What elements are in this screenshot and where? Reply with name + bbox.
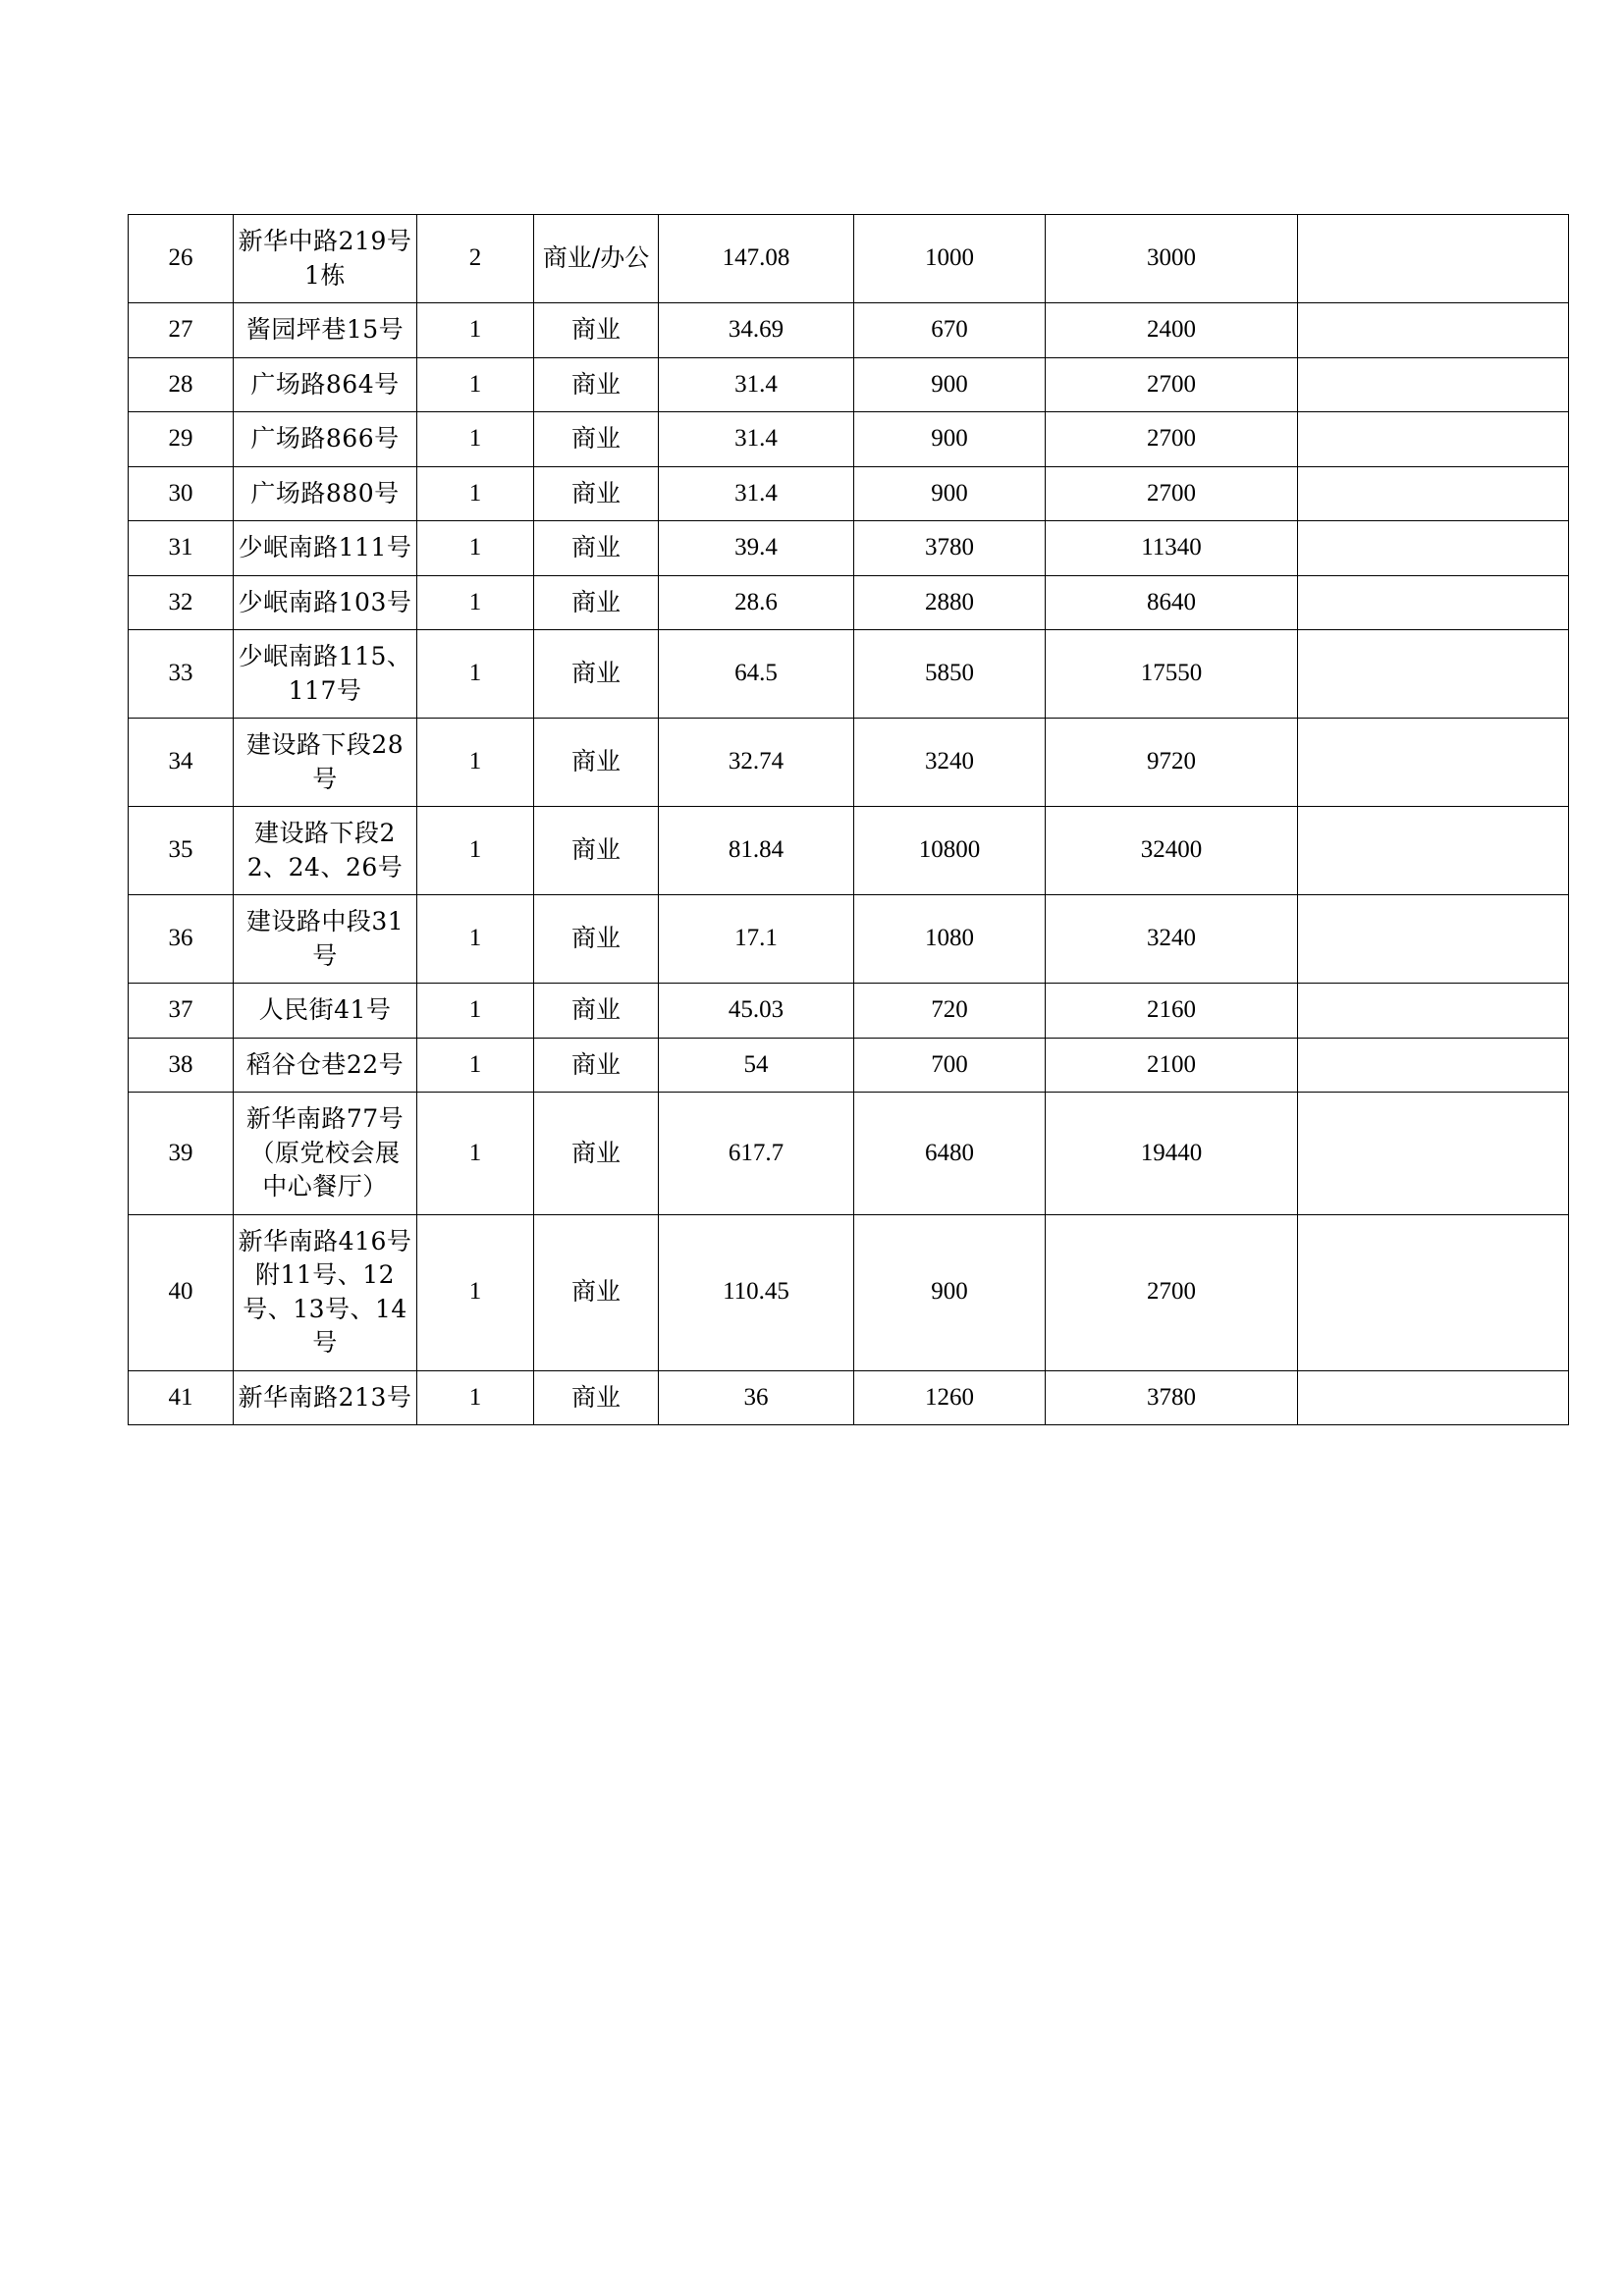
cell-address: 新华南路213号 — [234, 1370, 417, 1425]
cell-index: 36 — [129, 895, 234, 984]
cell-total: 2700 — [1046, 357, 1298, 412]
cell-area: 54 — [659, 1038, 854, 1093]
cell-use: 商业 — [534, 412, 659, 467]
cell-price: 900 — [854, 357, 1046, 412]
cell-use: 商业 — [534, 521, 659, 576]
cell-floor: 1 — [417, 357, 534, 412]
cell-use: 商业 — [534, 357, 659, 412]
cell-note — [1298, 521, 1569, 576]
table-body — [129, 215, 1569, 1425]
cell-price: 670 — [854, 303, 1046, 358]
cell-note — [1298, 719, 1569, 807]
cell-price: 720 — [854, 984, 1046, 1039]
table-row — [129, 412, 1569, 467]
cell-price: 10800 — [854, 807, 1046, 895]
cell-index: 35 — [129, 807, 234, 895]
property-listing-table — [128, 214, 1569, 1425]
cell-note — [1298, 466, 1569, 521]
cell-floor: 1 — [417, 521, 534, 576]
table-row — [129, 1038, 1569, 1093]
table-row — [129, 630, 1569, 719]
table-row — [129, 984, 1569, 1039]
cell-area: 147.08 — [659, 215, 854, 303]
cell-index: 30 — [129, 466, 234, 521]
cell-index: 31 — [129, 521, 234, 576]
cell-address: 新华南路416号附11号、12号、13号、14号 — [234, 1214, 417, 1370]
cell-address: 新华中路219号1栋 — [234, 215, 417, 303]
cell-total: 2700 — [1046, 412, 1298, 467]
cell-note — [1298, 303, 1569, 358]
table-row — [129, 1093, 1569, 1215]
cell-note — [1298, 984, 1569, 1039]
cell-total: 3780 — [1046, 1370, 1298, 1425]
cell-note — [1298, 412, 1569, 467]
cell-price: 900 — [854, 1214, 1046, 1370]
cell-total: 2700 — [1046, 466, 1298, 521]
cell-index: 32 — [129, 575, 234, 630]
cell-use: 商业 — [534, 303, 659, 358]
cell-index: 41 — [129, 1370, 234, 1425]
cell-price: 2880 — [854, 575, 1046, 630]
cell-use: 商业 — [534, 630, 659, 719]
cell-price: 900 — [854, 466, 1046, 521]
cell-total: 32400 — [1046, 807, 1298, 895]
cell-floor: 1 — [417, 1214, 534, 1370]
cell-floor: 1 — [417, 1370, 534, 1425]
cell-total: 8640 — [1046, 575, 1298, 630]
cell-area: 34.69 — [659, 303, 854, 358]
cell-use: 商业/办公 — [534, 215, 659, 303]
cell-use: 商业 — [534, 1093, 659, 1215]
cell-area: 110.45 — [659, 1214, 854, 1370]
cell-index: 33 — [129, 630, 234, 719]
cell-price: 700 — [854, 1038, 1046, 1093]
cell-total: 3000 — [1046, 215, 1298, 303]
cell-index: 40 — [129, 1214, 234, 1370]
cell-area: 32.74 — [659, 719, 854, 807]
cell-area: 64.5 — [659, 630, 854, 719]
table-row — [129, 466, 1569, 521]
cell-index: 37 — [129, 984, 234, 1039]
cell-address: 建设路下段22、24、26号 — [234, 807, 417, 895]
cell-note — [1298, 1214, 1569, 1370]
cell-total: 2400 — [1046, 303, 1298, 358]
table-row — [129, 807, 1569, 895]
cell-address: 稻谷仓巷22号 — [234, 1038, 417, 1093]
cell-address: 建设路中段31号 — [234, 895, 417, 984]
cell-price: 3780 — [854, 521, 1046, 576]
cell-floor: 1 — [417, 984, 534, 1039]
cell-note — [1298, 357, 1569, 412]
cell-note — [1298, 1038, 1569, 1093]
cell-index: 39 — [129, 1093, 234, 1215]
cell-use: 商业 — [534, 1214, 659, 1370]
cell-total: 19440 — [1046, 1093, 1298, 1215]
cell-area: 36 — [659, 1370, 854, 1425]
cell-index: 26 — [129, 215, 234, 303]
cell-address: 广场路864号 — [234, 357, 417, 412]
cell-note — [1298, 630, 1569, 719]
cell-floor: 1 — [417, 466, 534, 521]
table-row — [129, 1370, 1569, 1425]
cell-price: 1000 — [854, 215, 1046, 303]
cell-use: 商业 — [534, 1370, 659, 1425]
table-row — [129, 215, 1569, 303]
cell-floor: 1 — [417, 1038, 534, 1093]
cell-floor: 1 — [417, 719, 534, 807]
cell-address: 少岷南路115、117号 — [234, 630, 417, 719]
cell-note — [1298, 807, 1569, 895]
cell-note — [1298, 215, 1569, 303]
cell-total: 3240 — [1046, 895, 1298, 984]
cell-floor: 1 — [417, 895, 534, 984]
table-row — [129, 521, 1569, 576]
cell-use: 商业 — [534, 984, 659, 1039]
cell-use: 商业 — [534, 895, 659, 984]
cell-address: 人民街41号 — [234, 984, 417, 1039]
cell-address: 广场路866号 — [234, 412, 417, 467]
cell-note — [1298, 895, 1569, 984]
cell-index: 27 — [129, 303, 234, 358]
table-row — [129, 895, 1569, 984]
table-row — [129, 719, 1569, 807]
cell-area: 31.4 — [659, 412, 854, 467]
cell-floor: 1 — [417, 807, 534, 895]
cell-area: 617.7 — [659, 1093, 854, 1215]
cell-address: 新华南路77号（原党校会展中心餐厅） — [234, 1093, 417, 1215]
cell-index: 38 — [129, 1038, 234, 1093]
cell-use: 商业 — [534, 719, 659, 807]
cell-area: 31.4 — [659, 357, 854, 412]
cell-area: 39.4 — [659, 521, 854, 576]
cell-use: 商业 — [534, 466, 659, 521]
cell-address: 酱园坪巷15号 — [234, 303, 417, 358]
cell-price: 5850 — [854, 630, 1046, 719]
cell-price: 1080 — [854, 895, 1046, 984]
cell-area: 17.1 — [659, 895, 854, 984]
cell-area: 28.6 — [659, 575, 854, 630]
cell-address: 少岷南路111号 — [234, 521, 417, 576]
cell-area: 45.03 — [659, 984, 854, 1039]
cell-total: 2100 — [1046, 1038, 1298, 1093]
cell-floor: 1 — [417, 575, 534, 630]
cell-index: 29 — [129, 412, 234, 467]
table-row — [129, 1214, 1569, 1370]
cell-price: 3240 — [854, 719, 1046, 807]
table-row — [129, 357, 1569, 412]
cell-total: 9720 — [1046, 719, 1298, 807]
cell-total: 17550 — [1046, 630, 1298, 719]
cell-use: 商业 — [534, 807, 659, 895]
cell-price: 1260 — [854, 1370, 1046, 1425]
cell-price: 900 — [854, 412, 1046, 467]
cell-index: 34 — [129, 719, 234, 807]
cell-area: 81.84 — [659, 807, 854, 895]
cell-floor: 2 — [417, 215, 534, 303]
cell-address: 建设路下段28号 — [234, 719, 417, 807]
cell-floor: 1 — [417, 630, 534, 719]
cell-area: 31.4 — [659, 466, 854, 521]
cell-total: 11340 — [1046, 521, 1298, 576]
cell-note — [1298, 1093, 1569, 1215]
cell-address: 少岷南路103号 — [234, 575, 417, 630]
cell-use: 商业 — [534, 575, 659, 630]
cell-use: 商业 — [534, 1038, 659, 1093]
table-row — [129, 575, 1569, 630]
cell-floor: 1 — [417, 1093, 534, 1215]
cell-total: 2700 — [1046, 1214, 1298, 1370]
table-row — [129, 303, 1569, 358]
cell-note — [1298, 575, 1569, 630]
cell-floor: 1 — [417, 412, 534, 467]
cell-floor: 1 — [417, 303, 534, 358]
cell-note — [1298, 1370, 1569, 1425]
cell-address: 广场路880号 — [234, 466, 417, 521]
cell-price: 6480 — [854, 1093, 1046, 1215]
cell-index: 28 — [129, 357, 234, 412]
cell-total: 2160 — [1046, 984, 1298, 1039]
